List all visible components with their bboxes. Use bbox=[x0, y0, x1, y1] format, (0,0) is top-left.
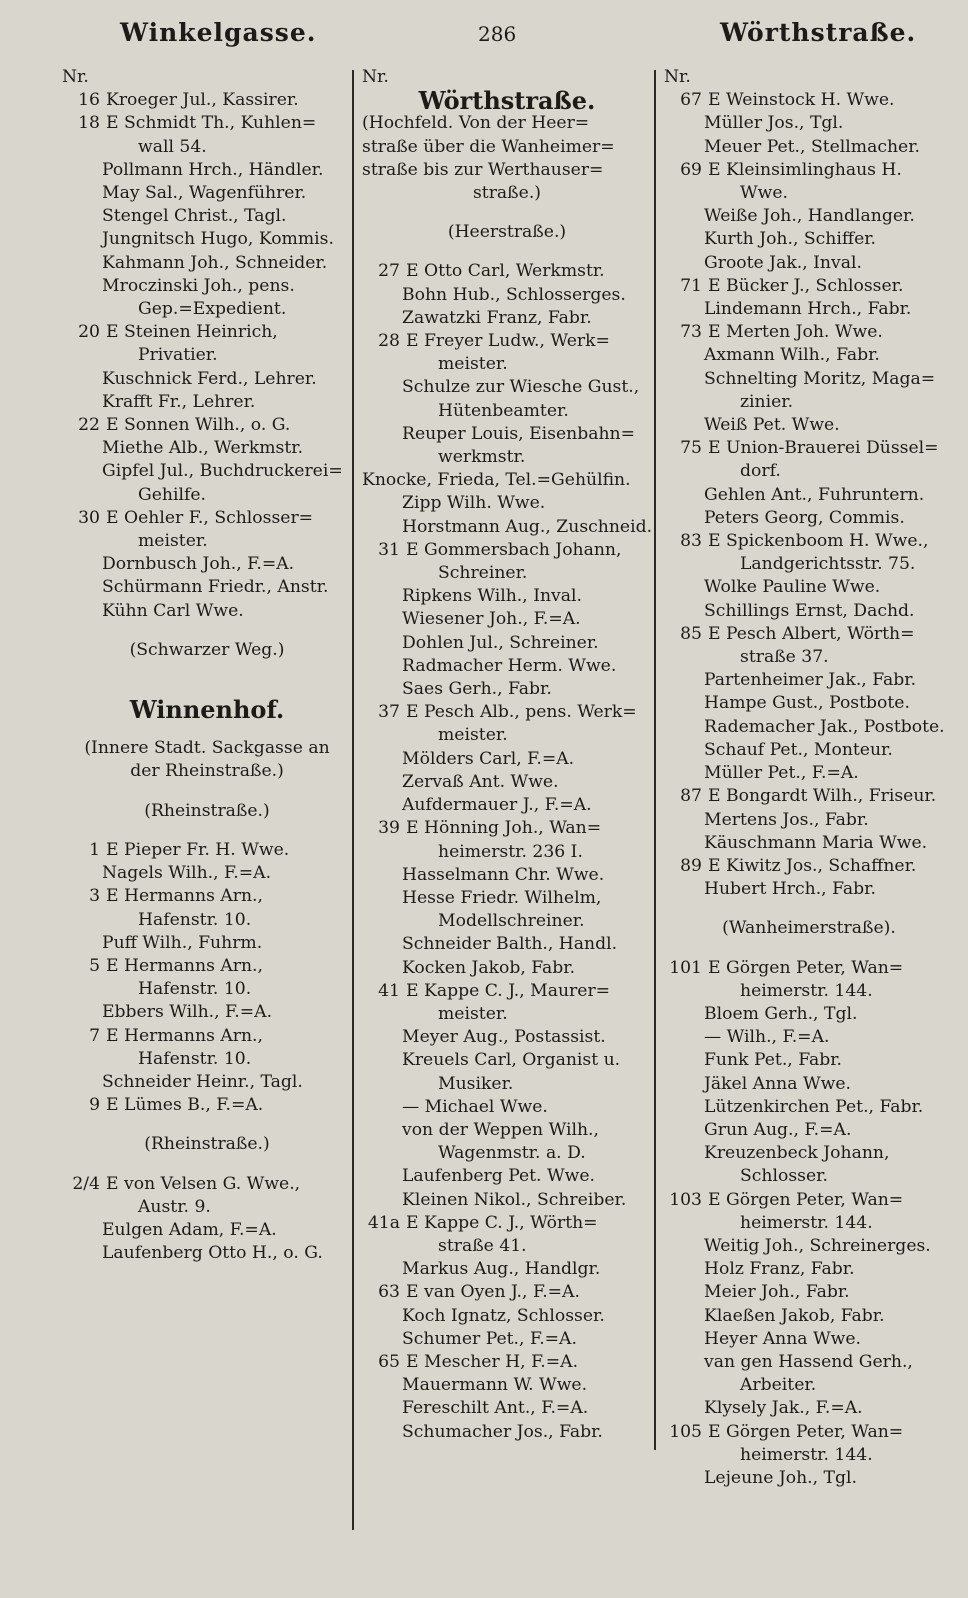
continuation-line: Hafenstr. 10. bbox=[138, 909, 252, 930]
house-entry bbox=[664, 89, 954, 112]
resident-text: E Sonnen Wilh., o. G. bbox=[106, 415, 291, 436]
resident-line: Aufdermauer J., F.=A. bbox=[402, 795, 592, 816]
section-note: (Rheinstraße.) bbox=[144, 800, 270, 821]
house-number: 63 bbox=[378, 1282, 400, 1303]
house-entry bbox=[664, 957, 954, 980]
house-number: 28 bbox=[378, 331, 400, 352]
house-number: 3 bbox=[89, 886, 100, 907]
house-entry bbox=[362, 701, 652, 724]
resident-line: Hubert Hrch., Fabr. bbox=[704, 879, 876, 900]
section-note: (Schwarzer Weg.) bbox=[129, 639, 285, 660]
house-entry bbox=[362, 980, 652, 1003]
resident-line: Markus Aug., Handlgr. bbox=[402, 1259, 601, 1280]
column-divider bbox=[352, 70, 354, 1530]
resident-text: E Pieper Fr. H. Wwe. bbox=[106, 839, 290, 860]
house-entry bbox=[664, 1421, 954, 1444]
text-line: Knocke, Frieda, Tel.=Gehülfin. bbox=[362, 470, 631, 491]
resident-line: Kuschnick Ferd., Lehrer. bbox=[102, 368, 317, 389]
resident-line: Groote Jak., Inval. bbox=[704, 252, 862, 273]
continuation-line: Arbeiter. bbox=[740, 1375, 817, 1396]
resident-line: Laufenberg Otto H., o. G. bbox=[102, 1243, 323, 1264]
house-entry bbox=[62, 321, 352, 344]
resident-line: Mertens Jos., Fabr. bbox=[704, 809, 869, 830]
house-entry bbox=[62, 89, 352, 112]
house-number: 16 bbox=[78, 90, 100, 111]
resident-line: — Michael Wwe. bbox=[402, 1096, 548, 1117]
house-entry bbox=[362, 817, 652, 840]
column-3 bbox=[664, 66, 954, 1490]
resident-line: Kreuels Carl, Organist u. bbox=[402, 1050, 621, 1071]
house-number: 5 bbox=[89, 955, 100, 976]
continuation-line: Austr. 9. bbox=[138, 1196, 211, 1217]
resident-text: E Weinstock H. Wwe. bbox=[708, 90, 895, 111]
house-entry bbox=[664, 1189, 954, 1212]
section-note: (Wanheimerstraße). bbox=[722, 918, 896, 939]
resident-line: Kleinen Nikol., Schreiber. bbox=[402, 1189, 627, 1210]
continuation-line: Privatier. bbox=[138, 345, 218, 366]
resident-line: Schumacher Jos., Fabr. bbox=[402, 1421, 603, 1442]
house-number: 39 bbox=[378, 818, 400, 839]
resident-text: E Schmidt Th., Kuhlen= bbox=[106, 113, 317, 134]
house-number: 27 bbox=[378, 261, 400, 282]
house-number: 69 bbox=[680, 159, 702, 180]
resident-line: Nagels Wilh., F.=A. bbox=[102, 863, 272, 884]
continuation-line: straße 37. bbox=[740, 647, 829, 668]
resident-line: Radmacher Herm. Wwe. bbox=[402, 655, 617, 676]
page-number: 286 bbox=[478, 22, 517, 46]
house-number: 101 bbox=[669, 957, 702, 978]
resident-line: Stengel Christ., Tagl. bbox=[102, 206, 287, 227]
section-note: (Innere Stadt. Sackgasse an bbox=[84, 738, 330, 759]
spacer bbox=[62, 1117, 352, 1133]
resident-line: von der Weppen Wilh., bbox=[402, 1119, 599, 1140]
resident-line: Schneider Balth., Handl. bbox=[402, 934, 618, 955]
spacer bbox=[362, 244, 652, 260]
resident-line: Mauermann W. Wwe. bbox=[402, 1375, 588, 1396]
house-entry bbox=[62, 839, 352, 862]
resident-line: Klysely Jak., F.=A. bbox=[704, 1398, 863, 1419]
resident-line: Kühn Carl Wwe. bbox=[102, 600, 244, 621]
resident-text: E Steinen Heinrich, bbox=[106, 322, 278, 343]
house-entry bbox=[664, 785, 954, 808]
column-1 bbox=[62, 66, 352, 1265]
resident-line: Schneider Heinr., Tagl. bbox=[102, 1071, 303, 1092]
continuation-line: Landgerichtsstr. 75. bbox=[740, 554, 916, 575]
resident-line: Holz Franz, Fabr. bbox=[704, 1259, 855, 1280]
house-entry bbox=[62, 112, 352, 135]
spacer bbox=[62, 1157, 352, 1173]
house-number: 71 bbox=[680, 275, 702, 296]
house-entry bbox=[664, 530, 954, 553]
house-number: 83 bbox=[680, 531, 702, 552]
house-entry bbox=[664, 437, 954, 460]
continuation-line: Hütenbeamter. bbox=[438, 400, 569, 421]
resident-line: Schumer Pet., F.=A. bbox=[402, 1328, 577, 1349]
resident-line: Meyer Aug., Postassist. bbox=[402, 1027, 606, 1048]
resident-line: Schauf Pet., Monteur. bbox=[704, 739, 893, 760]
spacer bbox=[664, 941, 954, 957]
resident-line: Axmann Wilh., Fabr. bbox=[704, 345, 880, 366]
resident-line: Pollmann Hrch., Händler. bbox=[102, 159, 324, 180]
resident-line: Kocken Jakob, Fabr. bbox=[402, 957, 576, 978]
resident-line: Ebbers Wilh., F.=A. bbox=[102, 1002, 273, 1023]
resident-line: Schürmann Friedr., Anstr. bbox=[102, 577, 329, 598]
resident-text: E van Oyen J., F.=A. bbox=[406, 1282, 580, 1303]
continuation-line: meister. bbox=[438, 1003, 508, 1024]
spacer bbox=[62, 662, 352, 698]
house-entry bbox=[664, 321, 954, 344]
house-number: 18 bbox=[78, 113, 100, 134]
continuation-line: werkmstr. bbox=[438, 447, 526, 468]
house-number: 103 bbox=[669, 1189, 702, 1210]
resident-line: Lindemann Hrch., Fabr. bbox=[704, 299, 912, 320]
resident-line: Heyer Anna Wwe. bbox=[704, 1328, 861, 1349]
resident-line: Funk Pet., Fabr. bbox=[704, 1050, 843, 1071]
house-number: 31 bbox=[378, 539, 400, 560]
continuation-line: zinier. bbox=[740, 391, 794, 412]
house-entry bbox=[62, 1025, 352, 1048]
header-right-street: Wörthstraße. bbox=[720, 18, 917, 47]
continuation-line: Schlosser. bbox=[740, 1166, 828, 1187]
house-entry bbox=[362, 1281, 652, 1304]
spacer bbox=[62, 623, 352, 639]
resident-line: Bloem Gerh., Tgl. bbox=[704, 1003, 858, 1024]
house-entry bbox=[362, 260, 652, 283]
resident-line: Schnelting Moritz, Maga= bbox=[704, 368, 936, 389]
section-note: (Rheinstraße.) bbox=[144, 1134, 270, 1155]
resident-line: Horstmann Aug., Zuschneid. bbox=[402, 516, 653, 537]
house-number: 85 bbox=[680, 623, 702, 644]
resident-line: — Wilh., F.=A. bbox=[704, 1027, 830, 1048]
resident-line: Schillings Ernst, Dachd. bbox=[704, 600, 915, 621]
house-number: 20 bbox=[78, 322, 100, 343]
resident-line: Rademacher Jak., Postbote. bbox=[704, 716, 945, 737]
resident-line: Hesse Friedr. Wilhelm, bbox=[402, 887, 602, 908]
continuation-line: Wagenmstr. a. D. bbox=[438, 1143, 586, 1164]
house-number: 41 bbox=[378, 980, 400, 1001]
house-entry bbox=[664, 855, 954, 878]
house-entry bbox=[664, 623, 954, 646]
resident-text: E Gommersbach Johann, bbox=[406, 539, 622, 560]
continuation-line: heimerstr. 144. bbox=[740, 1444, 873, 1465]
resident-line: Weiße Joh., Handlanger. bbox=[704, 206, 915, 227]
resident-text: E von Velsen G. Wwe., bbox=[106, 1173, 301, 1194]
resident-line: Puff Wilh., Fuhrm. bbox=[102, 932, 263, 953]
resident-text: E Görgen Peter, Wan= bbox=[708, 1189, 904, 1210]
street-heading: Winnenhof. bbox=[129, 695, 285, 725]
house-number: 7 bbox=[89, 1025, 100, 1046]
continuation-line: heimerstr. 144. bbox=[740, 980, 873, 1001]
resident-text: E Oehler F., Schlosser= bbox=[106, 507, 314, 528]
house-entry bbox=[62, 1094, 352, 1117]
page-header bbox=[0, 18, 968, 58]
house-number: 67 bbox=[680, 90, 702, 111]
house-entry bbox=[362, 1212, 652, 1235]
continuation-line: Modellschreiner. bbox=[438, 911, 585, 932]
resident-line: Peters Georg, Commis. bbox=[704, 507, 905, 528]
resident-line: Mroczinski Joh., pens. bbox=[102, 275, 295, 296]
resident-line: Grun Aug., F.=A. bbox=[704, 1119, 852, 1140]
text-line: straße bis zur Werthauser= bbox=[362, 159, 604, 180]
house-number: 9 bbox=[89, 1095, 100, 1116]
resident-line: Weiß Pet. Wwe. bbox=[704, 415, 840, 436]
resident-text: E Kiwitz Jos., Schaffner. bbox=[708, 855, 917, 876]
resident-line: Jäkel Anna Wwe. bbox=[704, 1073, 851, 1094]
column-divider bbox=[654, 70, 656, 1450]
resident-line: Reuper Louis, Eisenbahn= bbox=[402, 423, 636, 444]
resident-text: E Pesch Albert, Wörth= bbox=[708, 623, 915, 644]
house-number: 87 bbox=[680, 786, 702, 807]
house-number: 73 bbox=[680, 322, 702, 343]
resident-text: E Freyer Ludw., Werk= bbox=[406, 331, 610, 352]
continuation-line: meister. bbox=[138, 531, 208, 552]
continuation-line: meister. bbox=[438, 354, 508, 375]
resident-line: Kreuzenbeck Johann, bbox=[704, 1143, 890, 1164]
street-heading: Wörthstraße. bbox=[418, 86, 596, 116]
resident-text: E Görgen Peter, Wan= bbox=[708, 1421, 904, 1442]
section-note: straße.) bbox=[472, 183, 541, 204]
resident-text: E Union-Brauerei Düssel= bbox=[708, 438, 939, 459]
text-line: (Hochfeld. Von der Heer= bbox=[362, 113, 590, 134]
house-entry bbox=[664, 159, 954, 182]
resident-line: Ripkens Wilh., Inval. bbox=[402, 586, 582, 607]
resident-line: Zipp Wilh. Wwe. bbox=[402, 493, 546, 514]
house-entry bbox=[362, 539, 652, 562]
resident-line: Wolke Pauline Wwe. bbox=[704, 577, 881, 598]
continuation-line: straße 41. bbox=[438, 1235, 527, 1256]
column-label: Nr. bbox=[62, 67, 89, 87]
resident-line: Bohn Hub., Schlosserges. bbox=[402, 284, 626, 305]
spacer bbox=[62, 784, 352, 800]
spacer bbox=[362, 205, 652, 221]
resident-line: Weitig Joh., Schreinerges. bbox=[704, 1235, 931, 1256]
column-2 bbox=[362, 66, 652, 1444]
resident-text: E Bongardt Wilh., Friseur. bbox=[708, 786, 937, 807]
resident-text: E Hermanns Arn., bbox=[106, 955, 263, 976]
resident-text: E Otto Carl, Werkmstr. bbox=[406, 261, 605, 282]
continuation-line: Musiker. bbox=[438, 1073, 514, 1094]
spacer bbox=[664, 901, 954, 917]
resident-line: Müller Jos., Tgl. bbox=[704, 113, 844, 134]
resident-line: Lützenkirchen Pet., Fabr. bbox=[704, 1096, 924, 1117]
resident-line: Hampe Gust., Postbote. bbox=[704, 693, 910, 714]
resident-line: Laufenberg Pet. Wwe. bbox=[402, 1166, 595, 1187]
house-number: 89 bbox=[680, 855, 702, 876]
resident-line: Miethe Alb., Werkmstr. bbox=[102, 438, 304, 459]
resident-line: Meier Joh., Fabr. bbox=[704, 1282, 850, 1303]
resident-text: E Hermanns Arn., bbox=[106, 1025, 263, 1046]
resident-line: Meuer Pet., Stellmacher. bbox=[704, 136, 920, 157]
column-label: Nr. bbox=[664, 67, 691, 87]
column-label: Nr. bbox=[362, 67, 389, 87]
continuation-line: wall 54. bbox=[138, 136, 207, 157]
resident-text: E Spickenboom H. Wwe., bbox=[708, 531, 929, 552]
resident-line: Kurth Joh., Schiffer. bbox=[704, 229, 877, 250]
resident-line: Kahmann Joh., Schneider. bbox=[102, 252, 328, 273]
resident-line: May Sal., Wagenführer. bbox=[102, 183, 307, 204]
resident-line: Schulze zur Wiesche Gust., bbox=[402, 377, 640, 398]
continuation-line: Hafenstr. 10. bbox=[138, 1048, 252, 1069]
resident-line: Lejeune Joh., Tgl. bbox=[704, 1467, 857, 1488]
resident-line: Gipfel Jul., Buchdruckerei= bbox=[102, 461, 343, 482]
resident-line: Müller Pet., F.=A. bbox=[704, 763, 859, 784]
continuation-line: dorf. bbox=[740, 461, 781, 482]
continuation-line: Gep.=Expedient. bbox=[138, 299, 287, 320]
house-number: 37 bbox=[378, 702, 400, 723]
resident-text: E Mescher H, F.=A. bbox=[406, 1351, 579, 1372]
house-number: 105 bbox=[669, 1421, 702, 1442]
resident-line: Koch Ignatz, Schlosser. bbox=[402, 1305, 605, 1326]
continuation-line: Wwe. bbox=[740, 183, 789, 204]
house-entry bbox=[62, 507, 352, 530]
spacer bbox=[62, 823, 352, 839]
resident-line: Saes Gerh., Fabr. bbox=[402, 679, 552, 700]
resident-text: E Hermanns Arn., bbox=[106, 886, 263, 907]
continuation-line: Gehilfe. bbox=[138, 484, 206, 505]
resident-line: Fereschilt Ant., F.=A. bbox=[402, 1398, 589, 1419]
resident-text: E Kleinsimlinghaus H. bbox=[708, 159, 902, 180]
house-entry bbox=[62, 414, 352, 437]
continuation-line: Hafenstr. 10. bbox=[138, 979, 252, 1000]
resident-line: Partenheimer Jak., Fabr. bbox=[704, 670, 917, 691]
house-entry bbox=[362, 330, 652, 353]
house-entry bbox=[62, 1173, 352, 1196]
resident-line: Hasselmann Chr. Wwe. bbox=[402, 864, 605, 885]
section-note: (Heerstraße.) bbox=[447, 222, 567, 243]
resident-text: E Pesch Alb., pens. Werk= bbox=[406, 702, 637, 723]
section-note: der Rheinstraße.) bbox=[130, 761, 284, 782]
house-entry bbox=[664, 275, 954, 298]
house-entry bbox=[62, 955, 352, 978]
resident-line: Jungnitsch Hugo, Kommis. bbox=[102, 229, 334, 250]
resident-line: Gehlen Ant., Fuhruntern. bbox=[704, 484, 925, 505]
house-number: 65 bbox=[378, 1351, 400, 1372]
resident-line: Eulgen Adam, F.=A. bbox=[102, 1219, 277, 1240]
resident-line: Mölders Carl, F.=A. bbox=[402, 748, 575, 769]
continuation-line: meister. bbox=[438, 725, 508, 746]
house-entry bbox=[62, 885, 352, 908]
continuation-line: heimerstr. 236 I. bbox=[438, 841, 583, 862]
resident-line: Käuschmann Maria Wwe. bbox=[704, 832, 928, 853]
resident-text: E Lümes B., F.=A. bbox=[106, 1095, 264, 1116]
house-number: 30 bbox=[78, 507, 100, 528]
resident-line: Zawatzki Franz, Fabr. bbox=[402, 307, 592, 328]
resident-text: E Kappe C. J., Maurer= bbox=[406, 980, 611, 1001]
resident-line: Zervaß Ant. Wwe. bbox=[402, 771, 559, 792]
resident-line: Klaeßen Jakob, Fabr. bbox=[704, 1305, 885, 1326]
house-number: 41a bbox=[367, 1212, 400, 1233]
house-number: 1 bbox=[89, 839, 100, 860]
resident-line: Dornbusch Joh., F.=A. bbox=[102, 554, 295, 575]
resident-text: E Merten Joh. Wwe. bbox=[708, 322, 883, 343]
house-number: 75 bbox=[680, 438, 702, 459]
continuation-line: Schreiner. bbox=[438, 563, 528, 584]
resident-line: Krafft Fr., Lehrer. bbox=[102, 391, 256, 412]
resident-text: E Hönning Joh., Wan= bbox=[406, 818, 602, 839]
resident-line: van gen Hassend Gerh., bbox=[704, 1351, 913, 1372]
resident-text: E Görgen Peter, Wan= bbox=[708, 957, 904, 978]
text-line: straße über die Wanheimer= bbox=[362, 136, 615, 157]
house-number: 22 bbox=[78, 415, 100, 436]
resident-line: Wiesener Joh., F.=A. bbox=[402, 609, 581, 630]
resident-text: E Kappe C. J., Wörth= bbox=[406, 1212, 598, 1233]
header-left-street: Winkelgasse. bbox=[120, 18, 317, 47]
resident-text: E Bücker J., Schlosser. bbox=[708, 275, 904, 296]
resident-line: Dohlen Jul., Schreiner. bbox=[402, 632, 599, 653]
continuation-line: heimerstr. 144. bbox=[740, 1212, 873, 1233]
house-entry bbox=[362, 1351, 652, 1374]
resident-text: Kroeger Jul., Kassirer. bbox=[106, 90, 299, 111]
house-number: 2/4 bbox=[72, 1173, 100, 1194]
